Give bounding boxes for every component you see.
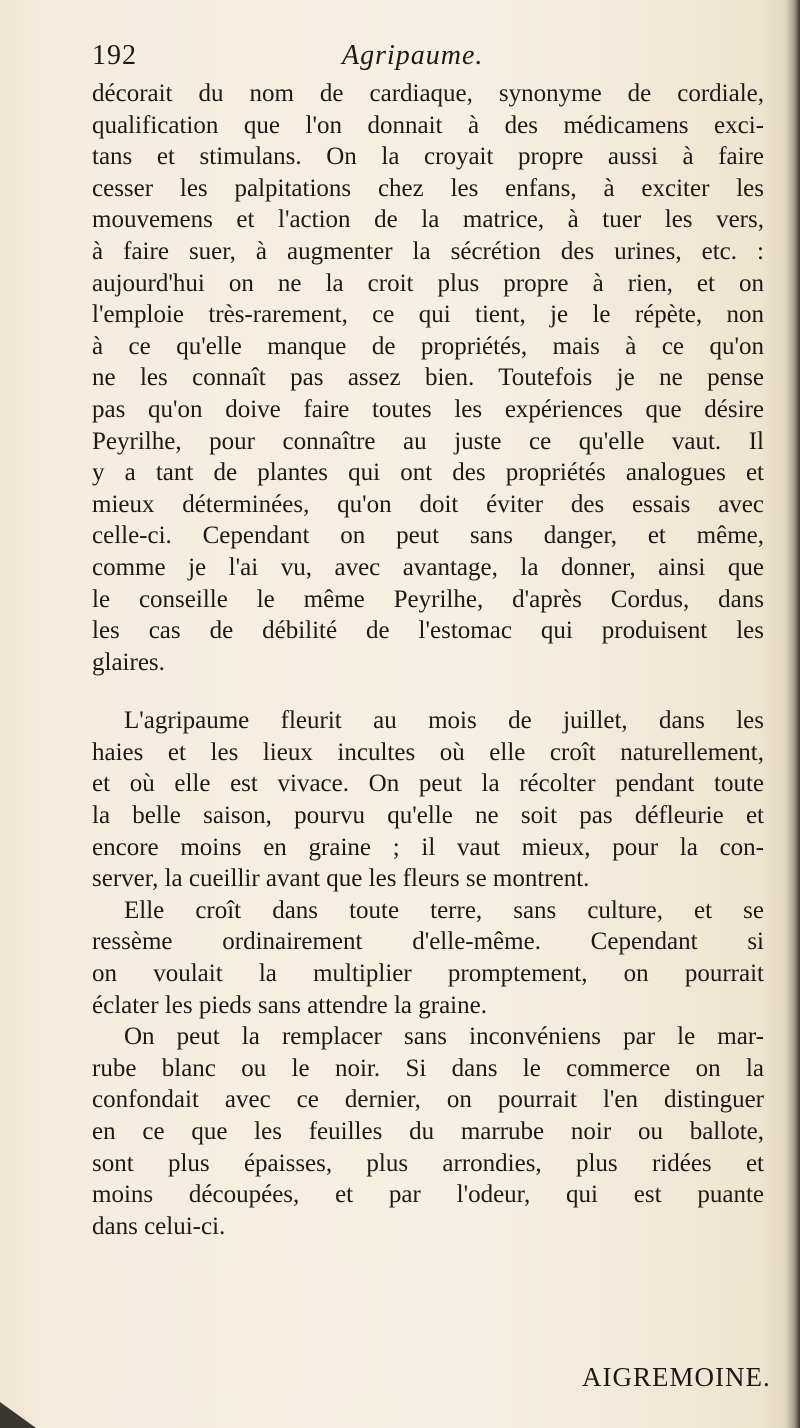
text-line: ne les connaît pas assez bien. Toutefois je ne pense xyxy=(92,364,764,392)
text-line: glaires. xyxy=(92,648,165,676)
text-line: moins découpées, et par l'odeur, qui est puante xyxy=(92,1181,764,1209)
text-line: en ce que les feuilles du marrube noir ou ballote, xyxy=(92,1118,764,1145)
text-line: la belle saison, pourvu qu'elle ne soit pas défleurie et xyxy=(92,802,764,830)
text-line: cesser les palpitations chez les enfans, à exciter les xyxy=(92,174,764,202)
text-line: encore moins en graine ; il vaut mieux, pour la con- xyxy=(92,833,764,861)
page-corner xyxy=(0,1402,36,1428)
text-line: confondait avec ce dernier, on pourrait l'en distinguer xyxy=(92,1086,764,1114)
text-line: aujourd'hui on ne la croit plus propre à rien, et on xyxy=(92,269,764,297)
text-line: les cas de débilité de l'estomac qui produisent les xyxy=(92,617,764,645)
text-line: comme je l'ai vu, avec avantage, la donner, ainsi que xyxy=(92,553,764,581)
text-line: mouvemens et l'action de la matrice, à tuer les vers, xyxy=(92,206,764,234)
text-line: sont plus épaisses, plus arrondies, plus ridées et xyxy=(92,1149,764,1177)
text-line: décorait du nom de cardiaque, synonyme de cordiale, xyxy=(92,80,764,107)
text-line: Elle croît dans toute terre, sans culture, et se xyxy=(124,896,764,924)
text-line: celle-ci. Cependant on peut sans danger, et même, xyxy=(92,522,764,550)
text-line: qualification que l'on donnait à des médicamens exci- xyxy=(92,111,764,139)
text-line: éclater les pieds sans attendre la graine. xyxy=(92,991,487,1019)
text-line: L'agripaume fleurit au mois de juillet, dans les xyxy=(124,707,764,735)
page-edge-shadow xyxy=(786,0,800,1428)
text-line: l'emploie très-rarement, ce qui tient, je le répète, non xyxy=(92,301,764,329)
text-line: à ce qu'elle manque de propriétés, mais à ce qu'on xyxy=(92,332,764,360)
text-line: server, la cueillir avant que les fleurs se montrent. xyxy=(92,865,590,893)
text-line: On peut la remplacer sans inconvéniens par le mar- xyxy=(124,1023,764,1051)
text-line: à faire suer, à augmenter la sécrétion des urines, etc. : xyxy=(92,237,764,265)
text-line: pas qu'on doive faire toutes les expériences que désire xyxy=(92,395,764,423)
text-line: haies et les lieux incultes où elle croît naturellement, xyxy=(92,738,764,766)
paragraph xyxy=(92,705,764,1242)
paragraph xyxy=(92,78,764,678)
paragraph-gap xyxy=(92,678,764,705)
text-line: on voulait la multiplier promptement, on pourrait xyxy=(92,960,764,988)
text-line: rube blanc ou le noir. Si dans le commerce on la xyxy=(92,1054,764,1082)
text-line: et où elle est vivace. On peut la récolter pendant toute xyxy=(92,770,764,798)
page-header xyxy=(92,40,760,80)
text-line: mieux déterminées, qu'on doit éviter des essais avec xyxy=(92,490,764,518)
text-line: ressème ordinairement d'elle-même. Cependant si xyxy=(92,928,764,956)
body-text xyxy=(92,78,764,1242)
text-line: dans celui-ci. xyxy=(92,1212,226,1240)
page-number: 192 xyxy=(92,40,137,71)
catchword: AIGREMOINE. xyxy=(582,1362,771,1392)
text-line: tans et stimulans. On la croyait propre aussi à faire xyxy=(92,143,764,171)
text-line: y a tant de plantes qui ont des propriétés analogues et xyxy=(92,459,764,487)
running-title: Agripaume. xyxy=(342,40,484,71)
text-line: le conseille le même Peyrilhe, d'après Cordus, dans xyxy=(92,585,764,613)
text-line: Peyrilhe, pour connaître au juste ce qu'elle vaut. Il xyxy=(92,427,764,455)
